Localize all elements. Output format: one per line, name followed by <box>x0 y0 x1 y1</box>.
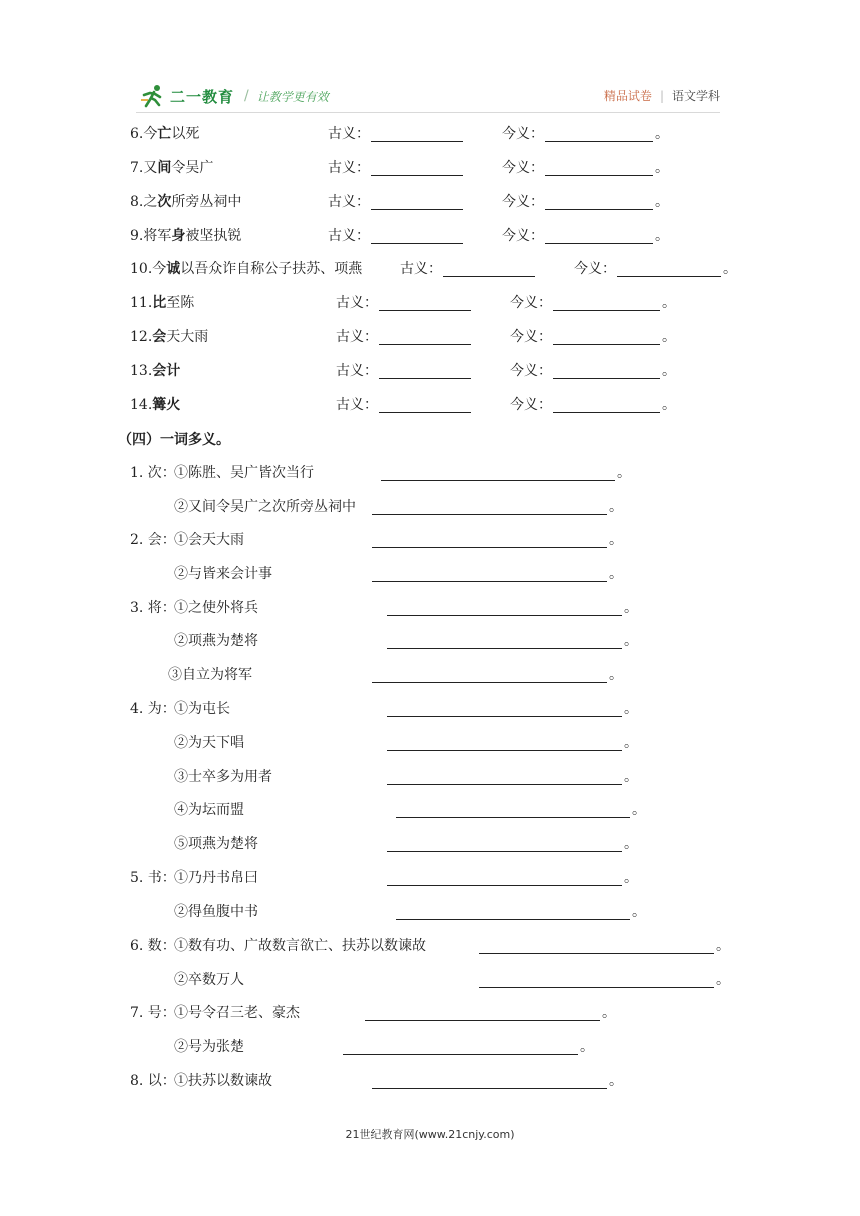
polysemy-answer-blank[interactable] <box>372 581 607 582</box>
ancient-meaning-blank[interactable] <box>371 175 463 176</box>
modern-meaning-blank[interactable] <box>545 175 653 176</box>
polysemy-sentence: ①乃丹书帛曰 <box>174 870 258 886</box>
item-keyword: 诚 <box>166 261 181 277</box>
ancient-meaning-label: 古义： <box>336 329 378 345</box>
polysemy-sentence: ①陈胜、吴广皆次当行 <box>174 465 314 481</box>
polysemy-sentence: ②为天下唱 <box>174 735 244 751</box>
ancient-meaning-label: 古义： <box>328 126 370 142</box>
item-period: 。 <box>655 194 669 210</box>
polysemy-answer-blank[interactable] <box>343 1054 578 1055</box>
item-number: 10. <box>130 261 153 277</box>
polysemy-answer-blank[interactable] <box>396 919 630 920</box>
item-period: 。 <box>580 1039 594 1055</box>
modern-meaning-blank[interactable] <box>553 344 660 345</box>
item-keyword: 比 <box>152 295 167 311</box>
item-period: 。 <box>716 972 730 988</box>
modern-meaning-label: 今义： <box>502 126 544 142</box>
polysemy-word: 1. 次： <box>130 465 176 481</box>
item-period: 。 <box>662 329 676 345</box>
polysemy-sentence: ①为屯长 <box>174 701 230 717</box>
ancient-meaning-label: 古义： <box>336 397 378 413</box>
item-text-pre: 今 <box>152 261 167 277</box>
polysemy-answer-blank[interactable] <box>387 885 622 886</box>
item-number: 8. <box>130 194 144 210</box>
header-separator: | <box>659 88 664 103</box>
item-period: 。 <box>617 465 631 481</box>
modern-meaning-label: 今义： <box>502 228 544 244</box>
ancient-modern-item <box>130 361 180 381</box>
polysemy-sentence: ③自立为将军 <box>168 667 252 683</box>
polysemy-answer-blank[interactable] <box>396 817 630 818</box>
item-keyword: 会计 <box>152 363 181 379</box>
polysemy-sentence: ②与皆来会计事 <box>174 566 272 582</box>
modern-meaning-label: 今义： <box>510 397 552 413</box>
item-text-post: 至陈 <box>166 295 195 311</box>
modern-meaning-blank[interactable] <box>553 412 660 413</box>
modern-meaning-label: 今义： <box>502 160 544 176</box>
item-period: 。 <box>655 228 669 244</box>
brand-name: 二一教育 <box>170 87 235 106</box>
polysemy-word: 7. 号： <box>130 1005 176 1021</box>
polysemy-answer-blank[interactable] <box>381 480 615 481</box>
item-number: 9. <box>130 228 144 244</box>
polysemy-answer-blank[interactable] <box>365 1020 600 1021</box>
item-period: 。 <box>624 735 638 751</box>
ancient-meaning-blank[interactable] <box>443 276 535 277</box>
ancient-meaning-blank[interactable] <box>379 344 471 345</box>
item-period: 。 <box>624 836 638 852</box>
item-period: 。 <box>716 938 730 954</box>
polysemy-sentence: ①之使外将兵 <box>174 600 258 616</box>
polysemy-sentence: ⑤项燕为楚将 <box>174 836 258 852</box>
item-keyword: 身 <box>171 228 186 244</box>
item-number: 11. <box>130 295 153 311</box>
polysemy-sentence: ①数有功、广故数言欲亡、扶苏以数谏故 <box>174 938 426 954</box>
header-subject <box>604 87 720 104</box>
section-title: （四）一词多义。 <box>118 432 230 448</box>
item-number: 14. <box>130 397 153 413</box>
modern-meaning-blank[interactable] <box>545 209 653 210</box>
polysemy-word: 8. 以： <box>130 1073 176 1089</box>
polysemy-answer-blank[interactable] <box>387 784 622 785</box>
ancient-meaning-label: 古义： <box>328 228 370 244</box>
polysemy-answer-blank[interactable] <box>387 750 622 751</box>
item-period: 。 <box>624 701 638 717</box>
polysemy-answer-blank[interactable] <box>387 716 622 717</box>
item-text-post: 以吾众诈自称公子扶苏、项燕 <box>180 261 363 277</box>
ancient-meaning-label: 古义： <box>336 295 378 311</box>
ancient-modern-item <box>130 226 241 246</box>
ancient-meaning-label: 古义： <box>336 363 378 379</box>
item-keyword: 篝火 <box>152 397 181 413</box>
item-keyword: 次 <box>157 194 172 210</box>
brand-slogan: 让教学更有效 <box>256 89 329 104</box>
modern-meaning-label: 今义： <box>574 261 616 277</box>
item-period: 。 <box>655 126 669 142</box>
polysemy-answer-blank[interactable] <box>372 1088 607 1089</box>
polysemy-answer-blank[interactable] <box>479 987 714 988</box>
ancient-modern-item <box>130 395 180 415</box>
polysemy-sentence: ②卒数万人 <box>174 972 244 988</box>
ancient-modern-item <box>130 158 213 178</box>
item-period: 。 <box>655 160 669 176</box>
item-number: 7. <box>130 160 144 176</box>
modern-meaning-blank[interactable] <box>545 243 653 244</box>
item-text-pre: 将军 <box>143 228 172 244</box>
polysemy-word: 5. 书： <box>130 870 176 886</box>
ancient-meaning-blank[interactable] <box>371 209 463 210</box>
item-period: 。 <box>624 633 638 649</box>
item-period: 。 <box>624 870 638 886</box>
item-period: 。 <box>609 667 623 683</box>
item-period: 。 <box>662 363 676 379</box>
polysemy-answer-blank[interactable] <box>387 851 622 852</box>
ancient-meaning-blank[interactable] <box>371 141 463 142</box>
polysemy-sentence: ②得鱼腹中书 <box>174 904 258 920</box>
modern-meaning-blank[interactable] <box>553 310 660 311</box>
polysemy-sentence: ②项燕为楚将 <box>174 633 258 649</box>
item-number: 12. <box>130 329 153 345</box>
item-period: 。 <box>624 600 638 616</box>
item-period: 。 <box>723 261 737 277</box>
ancient-meaning-label: 古义： <box>328 194 370 210</box>
ancient-modern-item <box>130 293 194 313</box>
header-subject-label: 语文学科 <box>671 89 720 103</box>
polysemy-answer-blank[interactable] <box>372 682 607 683</box>
polysemy-word: 2. 会： <box>130 532 176 548</box>
polysemy-answer-blank[interactable] <box>387 615 622 616</box>
ancient-modern-item <box>130 124 199 144</box>
modern-meaning-label: 今义： <box>510 295 552 311</box>
item-text-post: 以死 <box>171 126 200 142</box>
polysemy-word: 3. 将： <box>130 600 176 616</box>
item-text-post: 被坚执锐 <box>185 228 242 244</box>
running-man-icon <box>140 84 166 108</box>
item-text-pre: 之 <box>143 194 158 210</box>
modern-meaning-label: 今义： <box>510 329 552 345</box>
ancient-meaning-label: 古义： <box>400 261 442 277</box>
polysemy-sentence: ②号为张楚 <box>174 1039 244 1055</box>
ancient-meaning-blank[interactable] <box>379 412 471 413</box>
polysemy-word: 4. 为： <box>130 701 176 717</box>
ancient-meaning-label: 古义： <box>328 160 370 176</box>
item-period: 。 <box>609 1073 623 1089</box>
polysemy-sentence: ③士卒多为用者 <box>174 769 272 785</box>
page-header <box>140 82 720 110</box>
polysemy-sentence: ④为坛而盟 <box>174 802 244 818</box>
item-keyword: 会 <box>152 329 167 345</box>
item-period: 。 <box>624 769 638 785</box>
item-text-post: 天大雨 <box>166 329 209 345</box>
brand-divider: / <box>244 88 249 104</box>
item-keyword: 亡 <box>157 126 172 142</box>
ancient-modern-item <box>130 327 208 347</box>
ancient-meaning-blank[interactable] <box>379 310 471 311</box>
item-period: 。 <box>609 532 623 548</box>
polysemy-answer-blank[interactable] <box>372 547 607 548</box>
header-rule <box>136 112 720 113</box>
polysemy-answer-blank[interactable] <box>479 953 714 954</box>
modern-meaning-blank[interactable] <box>545 141 653 142</box>
item-period: 。 <box>632 904 646 920</box>
item-text-pre: 又 <box>143 160 158 176</box>
item-period: 。 <box>632 802 646 818</box>
header-category: 精品试卷 <box>603 89 652 103</box>
item-period: 。 <box>602 1005 616 1021</box>
ancient-modern-item <box>130 192 241 212</box>
polysemy-word: 6. 数： <box>130 938 176 954</box>
modern-meaning-label: 今义： <box>502 194 544 210</box>
polysemy-sentence: ①号令召三老、豪杰 <box>174 1005 300 1021</box>
polysemy-answer-blank[interactable] <box>372 514 607 515</box>
modern-meaning-blank[interactable] <box>617 276 721 277</box>
brand-logo <box>140 82 329 110</box>
item-text-post: 所旁丛祠中 <box>171 194 242 210</box>
modern-meaning-label: 今义： <box>510 363 552 379</box>
polysemy-sentence: ①会天大雨 <box>174 532 244 548</box>
page-footer: 21世纪教育网(www.21cnjy.com) <box>345 1128 515 1141</box>
item-period: 。 <box>609 499 623 515</box>
item-keyword: 间 <box>157 160 172 176</box>
ancient-meaning-blank[interactable] <box>379 378 471 379</box>
polysemy-sentence: ①扶苏以数谏故 <box>174 1073 272 1089</box>
item-period: 。 <box>662 295 676 311</box>
item-number: 13. <box>130 363 153 379</box>
polysemy-sentence: ②又间令吴广之次所旁丛祠中 <box>174 499 356 515</box>
item-period: 。 <box>662 397 676 413</box>
item-text-pre: 今 <box>143 126 158 142</box>
ancient-modern-item <box>130 259 362 279</box>
item-period: 。 <box>609 566 623 582</box>
item-text-post: 令吴广 <box>171 160 214 176</box>
ancient-meaning-blank[interactable] <box>371 243 463 244</box>
modern-meaning-blank[interactable] <box>553 378 660 379</box>
item-number: 6. <box>130 126 144 142</box>
polysemy-answer-blank[interactable] <box>387 648 622 649</box>
